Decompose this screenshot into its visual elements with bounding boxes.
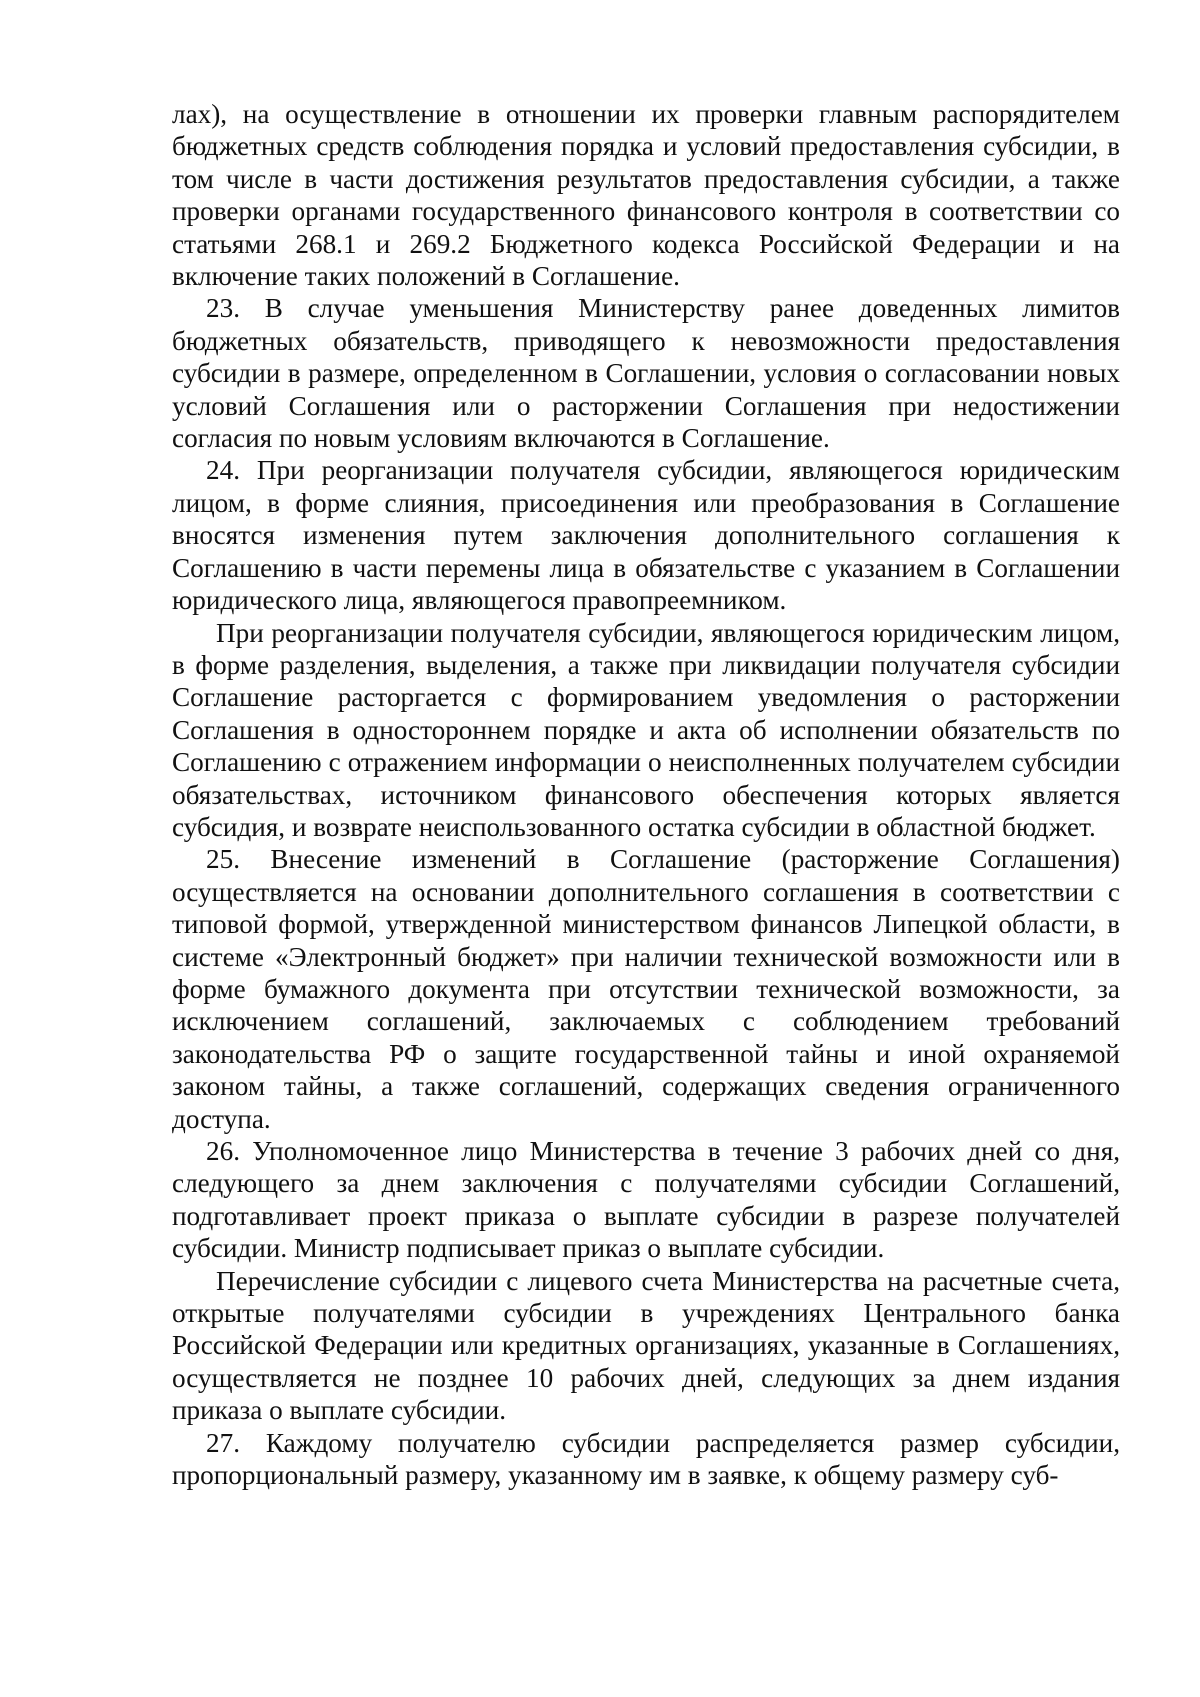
paragraph-text: При реорганизации получателя субсидии, являющегося юридическим лицом, в форме слияния, присоединения или преобразования в Соглашение вносятся изменения путем заключения дополнительного соглашения к Соглашению в части перемены лица в обязательстве с указанием в Соглашении юридического лица, являющегося правопреемником. <box>172 455 1120 616</box>
paragraph-text: Уполномоченное лицо Министерства в течение 3 рабочих дней со дня, следующего за днем заключения с получателями субсидии Соглашений, подготавливает проект приказа о выплате субсидии в разрезе получателей субсидии. Министр подписывает приказ о выплате субсидии. <box>172 1136 1121 1264</box>
paragraph-23 <box>172 292 1120 454</box>
paragraph-26-continued <box>172 1265 1120 1427</box>
paragraph-number: 24. <box>206 455 240 486</box>
paragraph-text: При реорганизации получателя субсидии, являющегося юридическим лицом, в форме разделения, выделения, а также при ликвидации получателя субсидии Соглашение расторгается с формированием уведомления о расторжении Соглашения в одностороннем порядке и акта об исполнении обязательств по Соглашению с отражением информации о неисполненных получателем субсидии обязательствах, источником финансового обеспечения которых является субсидия, и возврате неиспользованного остатка субсидии в областной бюджет. <box>172 617 1120 842</box>
paragraph-25 <box>172 843 1120 1135</box>
paragraph-number: 27. <box>206 1427 240 1458</box>
document-page <box>172 98 1120 1491</box>
paragraph-text: В случае уменьшения Министерству ранее доведенных лимитов бюджетных обязательств, приводящего к невозможности предоставления субсидии в размере, определенном в Соглашении, условия о согласовании новых условий Соглашения или о расторжении Соглашения при недостижении согласия по новым условиям включаются в Соглашение. <box>172 293 1120 454</box>
paragraph-continuation <box>172 98 1120 292</box>
paragraph-number: 23. <box>206 293 240 324</box>
paragraph-text: Каждому получателю субсидии распределяется размер субсидии, пропорциональный размеру, указанному им в заявке, к общему размеру суб- <box>172 1427 1121 1491</box>
paragraph-text: Перечисление субсидии с лицевого счета Министерства на расчетные счета, открытые получателями субсидии в учреждениях Центрального банка Российской Федерации или кредитных организациях, указанные в Соглашениях, осуществляется не позднее 10 рабочих дней, следующих за днем издания приказа о выплате субсидии. <box>172 1265 1120 1426</box>
paragraph-24-continued <box>172 617 1120 844</box>
paragraph-text: лах), на осуществление в отношении их проверки главным распорядителем бюджетных средств соблюдения порядка и условий предоставления субсидии, в том числе в части достижения результатов предоставления субсидии, а также проверки органами государственного финансового контроля в соответствии со статьями 268.1 и 269.2 Бюджетного кодекса Российской Федерации и на включение таких положений в Соглашение. <box>172 99 1120 292</box>
paragraph-number: 25. <box>206 844 240 875</box>
paragraph-number: 26. <box>206 1136 240 1166</box>
paragraph-27 <box>172 1427 1120 1492</box>
paragraph-text: Внесение изменений в Соглашение (расторжение Соглашения) осуществляется на основании дополнительного соглашения в соответствии с типовой формой, утвержденной министерством финансов Липецкой области, в системе «Электронный бюджет» при наличии технической возможности или в форме бумажного документа при отсутствии технической возможности, за исключением соглашений, заключаемых с соблюдением требований законодательства РФ о защите государственной тайны и иной охраняемой законом тайны, а также соглашений, содержащих сведения ограниченного доступа. <box>172 844 1120 1134</box>
paragraph-26 <box>172 1135 1120 1265</box>
paragraph-24 <box>172 454 1120 616</box>
